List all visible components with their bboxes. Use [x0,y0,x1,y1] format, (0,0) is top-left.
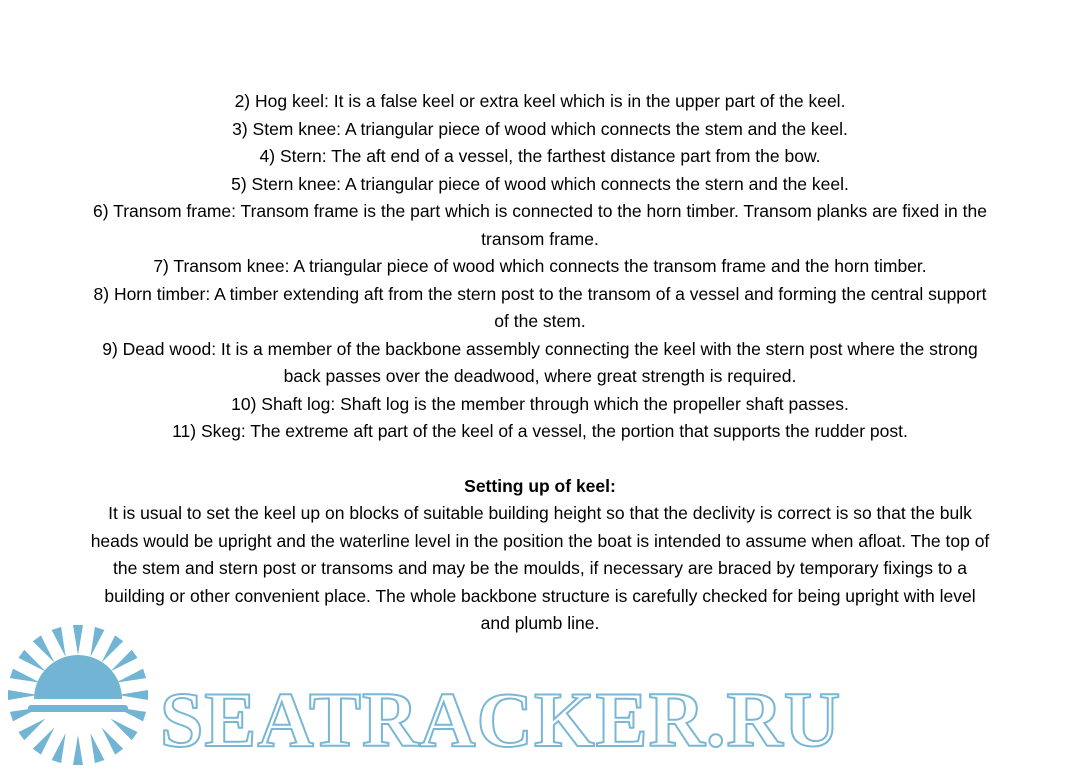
section-heading: Setting up of keel: [464,475,616,496]
document-body [90,88,990,638]
list-item: 9) Dead wood: It is a member of the backbone assembly connecting the keel with the stern post where the strong back passes over the deadwood, where great strength is required. [102,338,978,386]
section-spacer [90,446,990,473]
list-item: 11) Skeg: The extreme aft part of the keel of a vessel, the portion that supports the rudder post. [172,421,908,441]
sunburst-icon [8,625,148,765]
watermark-text: SEATRACKER.RU [160,676,842,763]
list-item: 3) Stem knee: A triangular piece of wood which connects the stem and the keel. [232,118,848,139]
list-item: 6) Transom frame: Transom frame is the part which is connected to the horn timber. Transom planks are fixed in the transom frame. [93,201,987,249]
section-body: It is usual to set the keel up on blocks of suitable building height so that the declivity is correct is so that the bulk heads would be upright and the waterline level in the position the boat is intended to assume when afloat. The top of the stem and stern post or transoms and may be the moulds, if necessary are braced by temporary fixings to a building or other convenient place. The whole backbone structure is carefully checked for being upright with level and plumb line. [90,503,990,633]
list-item: 8) Horn timber: A timber extending aft from the stern post to the transom of a vessel and forming the central support of the stem. [93,283,987,331]
list-item: 2) Hog keel: It is a false keel or extra keel which is in the upper part of the keel. [234,91,846,111]
list-item: 5) Stern knee: A triangular piece of wood which connects the stern and the keel. [231,173,849,194]
list-item: 7) Transom knee: A triangular piece of wood which connects the transom frame and the horn timber. [153,256,927,276]
list-item: 10) Shaft log: Shaft log is the member through which the propeller shaft passes. [231,393,849,414]
list-item: 4) Stern: The aft end of a vessel, the farthest distance part from the bow. [259,146,821,166]
